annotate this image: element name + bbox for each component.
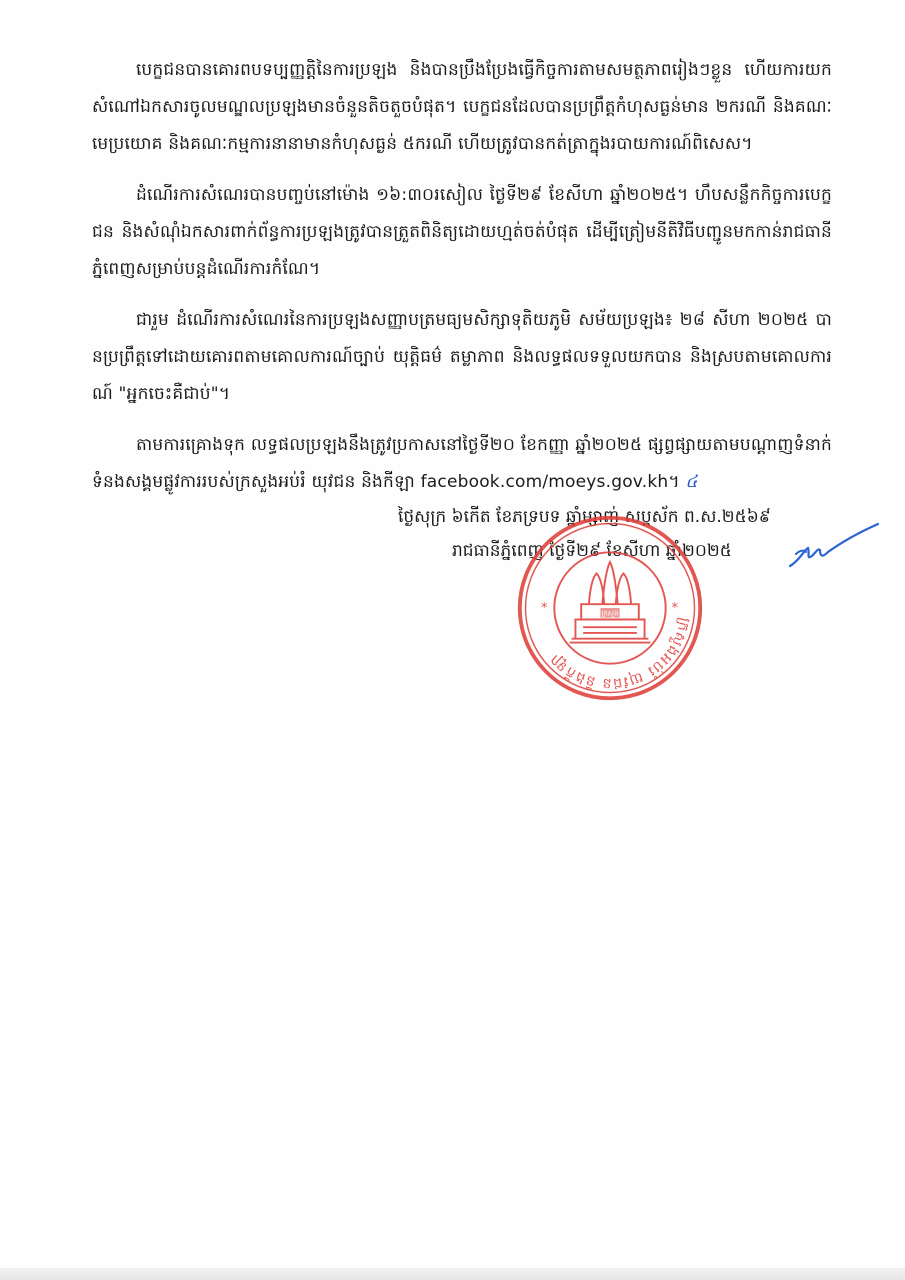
svg-text:*: * [671, 600, 679, 616]
signature-scribble [786, 520, 882, 572]
paragraph-summary: ជារួម ដំណើរការសំណេរនៃការប្រឡងសញ្ញាបត្រមធ្យមសិក្សាទុតិយភូមិ សម័យប្រឡង៖ ២៨ សីហា ២០២៥ បានប្រព្រឹត្តទៅដោយគោរពតាមគោលការណ៍ច្បាប់ យុត្តិធម៌ តម្លាភាព និងលទ្ធផលទទួលយកបាន និងស្របតាមគោលការណ៍ "អ្នកចេះគឺជាប់"។ [92, 310, 832, 404]
lunar-date-line: ថ្ងៃសុក្រ ៦កើត ខែភទ្របទ ឆ្នាំម្សាញ់ សប្តស័ក ព.ស.២៥៦៩ [398, 507, 771, 527]
paragraph-completion: ដំណើរការសំណេរបានបញ្ចប់នៅម៉ោង ១៦:៣០រសៀល ថ្ងៃទី២៩ ខែសីហា ឆ្នាំ២០២៥។ ហឹបសន្លឹកកិច្ចការបេក្ខជន និងសំណុំឯកសារពាក់ព័ន្ធការប្រឡងត្រូវបានត្រួតពិនិត្យដោយហ្មត់ចត់បំផុត ដើម្បីត្រៀមនីតិវិធីបញ្ជូនមកកាន់រាជធានីភ្នំពេញសម្រាប់បន្តដំណើរការកំណែ។ [92, 185, 832, 279]
paragraph-conduct: បេក្ខជនបានគោរពបទប្បញ្ញត្តិនៃការប្រឡង និងបានប្រឹងប្រែងធ្វើកិច្ចការតាមសមត្ថភាពរៀងៗខ្លួន ហើយការយកសំណៅឯកសារចូលមណ្ឌលប្រឡងមានចំនួនតិចតួចបំផុត។ បេក្ខជនដែលបានប្រព្រឹត្តកំហុសធ្ងន់មាន ២ករណី និងគណៈមេប្រយោគ និងគណៈកម្មការនានាមានកំហុសធ្ងន់ ៥ករណី ហើយត្រូវបានកត់ត្រាក្នុងរបាយការណ៍ពិសេស។ [92, 60, 832, 154]
handwritten-mark: ៤ [685, 472, 698, 492]
svg-text:*: * [540, 600, 548, 616]
stamp-ring-text: ក្រសួងអប់រំ យុវជន និងកីឡា [546, 616, 693, 692]
place-date-line: រាជធានីភ្នំពេញ ថ្ងៃទី២៩ ខែសីហា ឆ្នាំ២០២៥ [452, 541, 732, 561]
stamp-center-caption: ក្រសួង [601, 609, 619, 618]
official-seal-stamp [514, 512, 706, 704]
paragraph-results-text: តាមការគ្រោងទុក លទ្ធផលប្រឡងនឹងត្រូវប្រកាសនៅថ្ងៃទី២០ ខែកញ្ញា ឆ្នាំ២០២៥ ផ្សព្វផ្សាយតាមបណ្តាញទំនាក់ទំនងសង្គមផ្លូវការរបស់ក្រសួងអប់រំ យុវជន និងកីឡា facebook.com/moeys.gov.kh។ [92, 435, 832, 492]
paragraph-results [92, 427, 832, 501]
page-bottom-edge [0, 1268, 905, 1280]
document-body [92, 52, 832, 515]
